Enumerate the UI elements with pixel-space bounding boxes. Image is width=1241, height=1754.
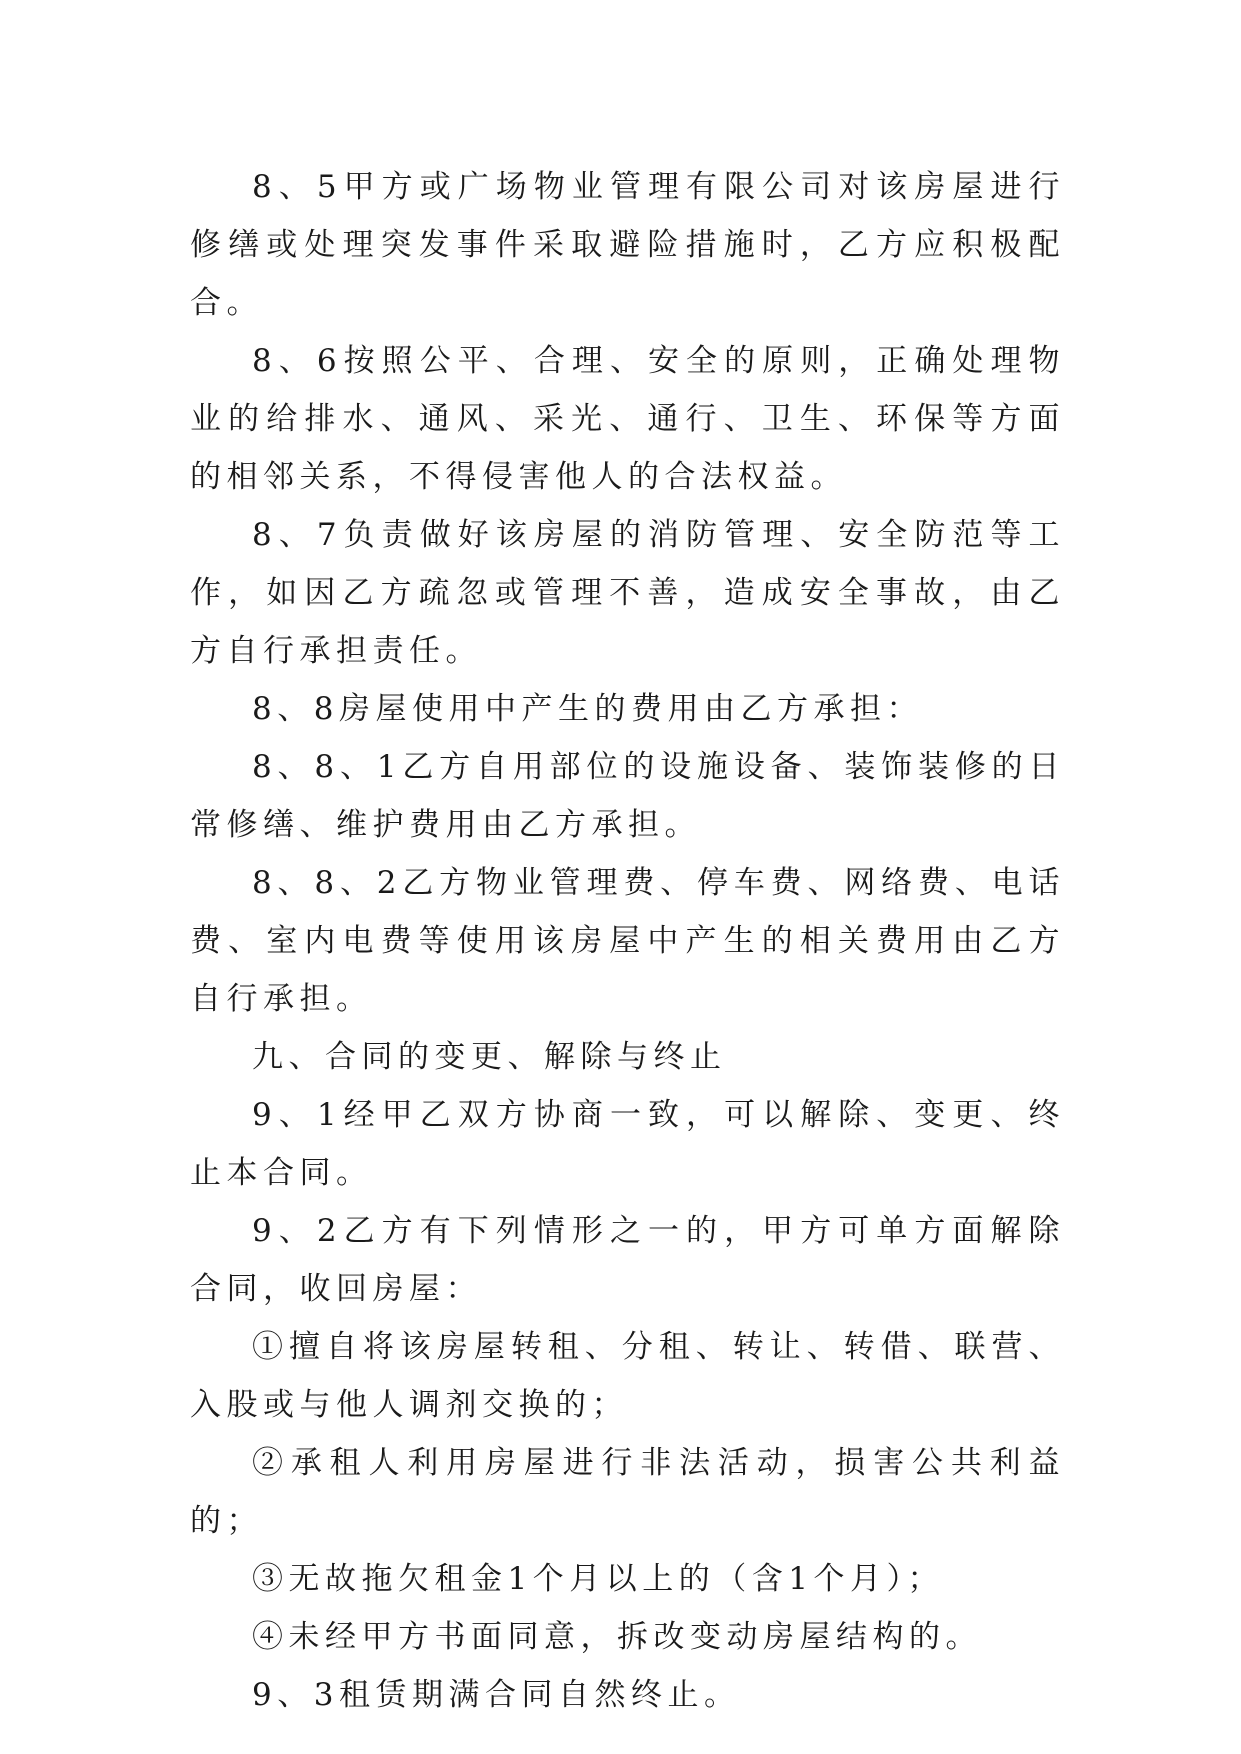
list-item-3: ③无故拖欠租金1个月以上的（含1个月）； — [252, 1561, 944, 1597]
paragraph-8-8-2: 8、8、2乙方物业管理费、停车费、网络费、电话费、室内电费等使用该房屋中产生的相关费用由乙方自行承担。 — [190, 865, 1065, 1017]
paragraph-8-6: 8、6按照公平、合理、安全的原则，正确处理物业的给排水、通风、采光、通行、卫生、环保等方面的相邻关系，不得侵害他人的合法权益。 — [190, 343, 1065, 495]
document-body — [190, 158, 1065, 1724]
paragraph-8-8: 8、8房屋使用中产生的费用由乙方承担： — [252, 691, 923, 727]
list-item-4: ④未经甲方书面同意，拆改变动房屋结构的。 — [252, 1619, 982, 1655]
list-item-2: ②承租人利用房屋进行非法活动，损害公共利益的； — [190, 1445, 1065, 1539]
paragraph-9-2: 9、2乙方有下列情形之一的，甲方可单方面解除合同，收回房屋： — [190, 1213, 1065, 1307]
paragraph-8-8-1: 8、8、1乙方自用部位的设施设备、装饰装修的日常修缮、维护费用由乙方承担。 — [190, 749, 1065, 843]
paragraph-9-3: 9、3租赁期满合同自然终止。 — [252, 1677, 741, 1713]
paragraph-8-5: 8、5甲方或广场物业管理有限公司对该房屋进行修缮或处理突发事件采取避险措施时，乙方应积极配合。 — [190, 169, 1065, 321]
list-item-1: ①擅自将该房屋转租、分租、转让、转借、联营、入股或与他人调剂交换的； — [190, 1329, 1065, 1423]
section-heading-9: 九、合同的变更、解除与终止 — [252, 1039, 727, 1075]
paragraph-8-7: 8、7负责做好该房屋的消防管理、安全防范等工作，如因乙方疏忽或管理不善，造成安全事故，由乙方自行承担责任。 — [190, 517, 1065, 669]
paragraph-9-1: 9、1经甲乙双方协商一致，可以解除、变更、终止本合同。 — [190, 1097, 1065, 1191]
